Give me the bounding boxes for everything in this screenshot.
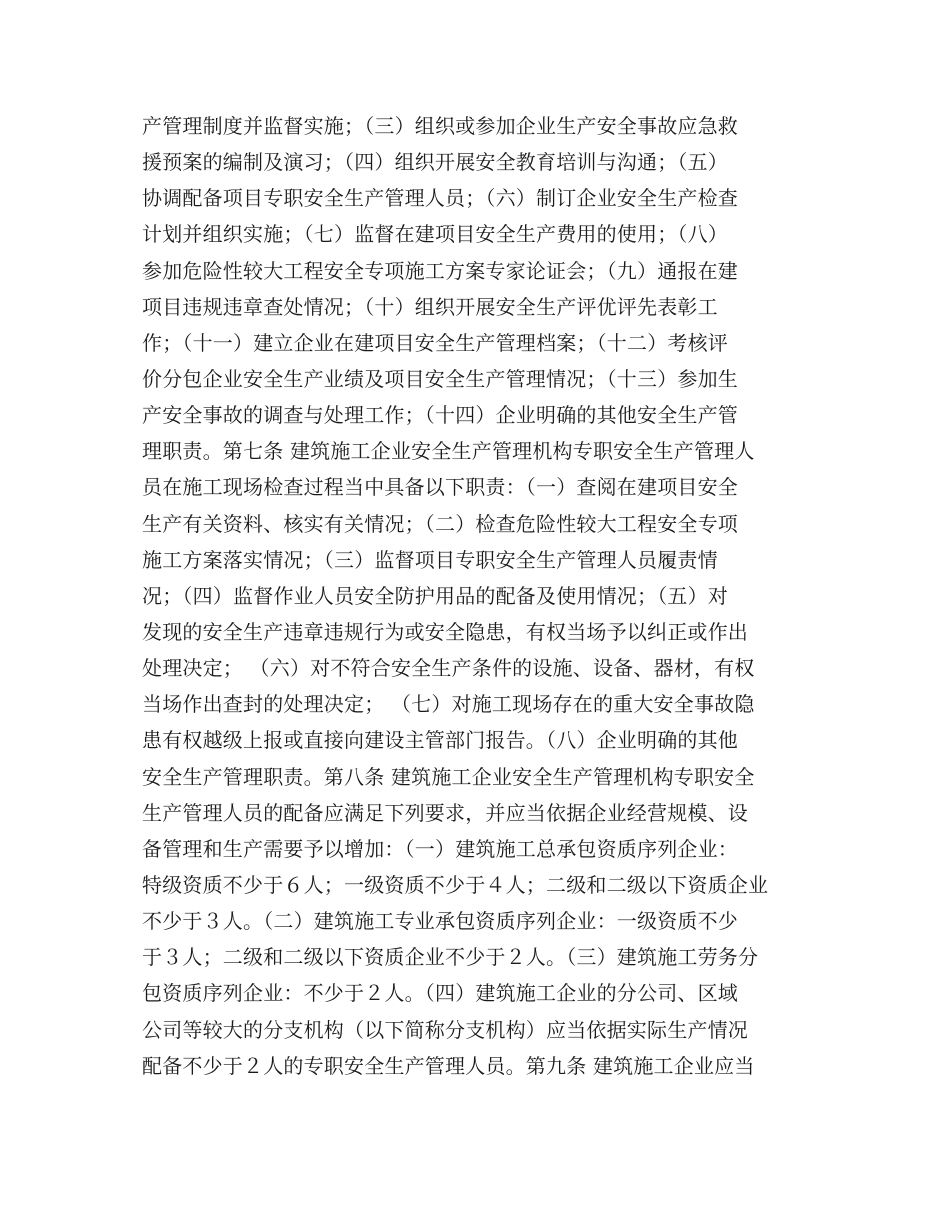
text-line: 产管理制度并监督实施；（三）组织或参加企业生产安全事故应急救: [142, 114, 738, 138]
text-line: 产安全事故的调查与处理工作；（十四）企业明确的其他安全生产管: [142, 403, 738, 428]
text-line: 参加危险性较大工程安全专项施工方案专家论证会；（九）通报在建: [142, 258, 738, 283]
text-line: 包资质序列企业：不少于２人。（四）建筑施工企业的分公司、区域: [142, 981, 738, 1006]
text-line: 况；（四）监督作业人员安全防护用品的配备及使用情况；（五）对: [142, 583, 728, 608]
text-line: 计划并组织实施；（七）监督在建项目安全生产费用的使用；（八）: [142, 222, 728, 247]
text-line: 特级资质不少于６人；一级资质不少于４人；二级和二级以下资质企业: [142, 872, 769, 897]
text-line: 公司等较大的分支机构（以下简称分支机构）应当依据实际生产情况: [142, 1017, 748, 1042]
text-line: 作；（十一）建立企业在建项目安全生产管理档案；（十二）考核评: [142, 330, 728, 355]
text-line: 员在施工现场检查过程当中具备以下职责：（一）查阅在建项目安全: [142, 475, 738, 500]
text-line: 于３人；二级和二级以下资质企业不少于２人。（三）建筑施工劳务分: [142, 945, 759, 970]
text-line: 施工方案落实情况；（三）监督项目专职安全生产管理人员履责情: [142, 547, 718, 572]
text-line: 项目违规违章查处情况；（十）组织开展安全生产评优评先表彰工: [142, 294, 718, 319]
text-line: 生产管理人员的配备应满足下列要求，并应当依据企业经营规模、设: [142, 800, 748, 825]
text-line: 不少于３人。（二）建筑施工专业承包资质序列企业：一级资质不少: [142, 909, 738, 934]
text-line: 协调配备项目专职安全生产管理人员；（六）制订企业安全生产检查: [142, 186, 738, 211]
text-line: 患有权越级上报或直接向建设主管部门报告。（八）企业明确的其他: [142, 728, 738, 753]
body-text: [142, 108, 822, 1084]
text-line: 安全生产管理职责。第八条 建筑施工企业安全生产管理机构专职安全: [142, 764, 755, 789]
text-line: 配备不少于２人的专职安全生产管理人员。第九条 建筑施工企业应当: [142, 1053, 755, 1078]
text-line: 发现的安全生产违章违规行为或安全隐患，有权当场予以纠正或作出: [142, 619, 748, 644]
text-line: 理职责。第七条 建筑施工企业安全生产管理机构专职安全生产管理人: [142, 439, 755, 464]
text-line: 当场作出查封的处理决定； （七）对施工现场存在的重大安全事故隐: [142, 692, 755, 717]
text-line: 生产有关资料、核实有关情况；（二）检查危险性较大工程安全专项: [142, 511, 738, 536]
text-line: 援预案的编制及演习；（四）组织开展安全教育培训与沟通；（五）: [142, 150, 728, 175]
text-line: 备管理和生产需要予以增加：（一）建筑施工总承包资质序列企业：: [142, 836, 738, 861]
text-line: 处理决定； （六）对不符合安全生产条件的设施、设备、器材，有权: [142, 656, 755, 681]
text-line: 价分包企业安全生产业绩及项目安全生产管理情况；（十三）参加生: [142, 366, 738, 391]
